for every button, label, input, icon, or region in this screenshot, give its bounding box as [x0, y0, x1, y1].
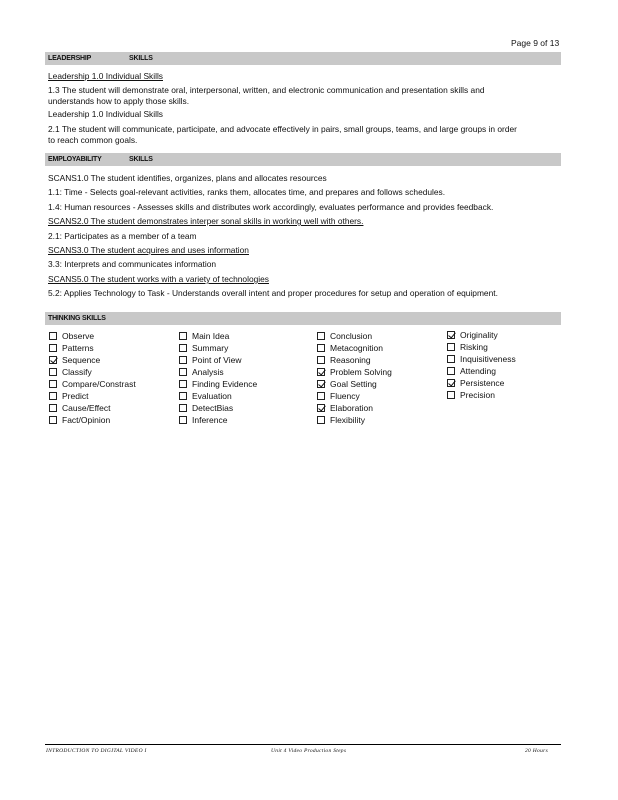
skill-originality-checkbox[interactable] — [447, 331, 455, 339]
employability-line-9: 5.2: Applies Technology to Task - Understands overall intent and proper procedures for setup and operation of equipment. — [48, 288, 498, 298]
skill-reasoning-label: Reasoning — [330, 355, 371, 365]
skill-problem-solving-checkbox[interactable] — [317, 368, 325, 376]
skill-goal-setting — [317, 378, 392, 390]
skill-reasoning — [317, 354, 392, 366]
skill-classify-label: Classify — [62, 367, 92, 377]
skill-observe-label: Observe — [62, 331, 95, 341]
skill-goal-setting-checkbox[interactable] — [317, 380, 325, 388]
skill-detectbias — [179, 402, 257, 414]
skill-main-idea-checkbox[interactable] — [179, 332, 187, 340]
employability-line-7: 3.3: Interprets and communicates information — [48, 259, 217, 269]
skill-flexibility-checkbox[interactable] — [317, 416, 325, 424]
skill-risking-checkbox[interactable] — [447, 343, 455, 351]
leadership-line-2: 1.3 The student will demonstrate oral, interpersonal, written, and electronic communication and presentation skills and — [48, 85, 485, 95]
skill-analysis-label: Analysis — [192, 367, 224, 377]
leadership-line-3: understands how to apply those skills. — [48, 96, 190, 106]
leadership-line-6: to reach common goals. — [48, 135, 138, 145]
skill-problem-solving — [317, 366, 392, 378]
skill-inference-label: Inference — [192, 415, 228, 425]
leadership-line-5: 2.1 The student will communicate, participate, and advocate effectively in pairs, small groups, teams, and large groups in order — [48, 124, 517, 134]
skill-fluency-checkbox[interactable] — [317, 392, 325, 400]
footer-divider — [45, 744, 561, 745]
skill-fact-opinion — [49, 414, 136, 426]
skill-compare-constrast-label: Compare/Constrast — [62, 379, 136, 389]
skill-summary — [179, 342, 257, 354]
skill-precision-label: Precision — [460, 390, 495, 400]
thinking-skills-header — [45, 312, 561, 325]
skill-metacognition — [317, 342, 392, 354]
skill-fact-opinion-checkbox[interactable] — [49, 416, 57, 424]
skill-predict — [49, 390, 136, 402]
skill-persistence — [447, 377, 516, 389]
skill-elaboration-checkbox[interactable] — [317, 404, 325, 412]
skill-classify — [49, 366, 136, 378]
skill-attending-checkbox[interactable] — [447, 367, 455, 375]
thinking-skills-column-3 — [317, 330, 392, 426]
skill-detectbias-label: DetectBias — [192, 403, 234, 413]
thinking-skills-column-1 — [49, 330, 136, 426]
skill-inquisitiveness — [447, 353, 516, 365]
skill-point-of-view — [179, 354, 257, 366]
skill-metacognition-label: Metacognition — [330, 343, 383, 353]
skill-problem-solving-label: Problem Solving — [330, 367, 392, 377]
skill-evaluation — [179, 390, 257, 402]
skill-fluency-label: Fluency — [330, 391, 360, 401]
page-number: Page 9 of 13 — [511, 38, 560, 48]
skill-elaboration — [317, 402, 392, 414]
skill-finding-evidence-label: Finding Evidence — [192, 379, 258, 389]
employability-line-5: 2.1: Participates as a member of a team — [48, 231, 197, 241]
employability-line-3: 1.4: Human resources - Assesses skills and distributes work accordingly, evaluates performance and provides feedback. — [48, 202, 494, 212]
skill-analysis — [179, 366, 257, 378]
skill-goal-setting-label: Goal Setting — [330, 379, 377, 389]
footer-unit: Unit 4 Video Production Steps — [271, 748, 347, 754]
skill-flexibility-label: Flexibility — [330, 415, 365, 425]
skill-inquisitiveness-label: Inquisitiveness — [460, 354, 516, 364]
skill-summary-checkbox[interactable] — [179, 344, 187, 352]
skill-evaluation-checkbox[interactable] — [179, 392, 187, 400]
skill-sequence — [49, 354, 136, 366]
skill-main-idea-label: Main Idea — [192, 331, 230, 341]
skill-evaluation-label: Evaluation — [192, 391, 232, 401]
skill-finding-evidence — [179, 378, 257, 390]
skill-originality-label: Originality — [460, 330, 498, 340]
employability-line-2: 1.1: Time - Selects goal-relevant activities, ranks them, allocates time, and prepares and follows schedules. — [48, 187, 446, 197]
skill-originality — [447, 329, 516, 341]
skill-point-of-view-checkbox[interactable] — [179, 356, 187, 364]
footer-course-title: INTRODUCTION TO DIGITAL VIDEO I — [46, 748, 147, 754]
skill-observe-checkbox[interactable] — [49, 332, 57, 340]
leadership-header-skills: SKILLS — [129, 55, 153, 62]
skill-persistence-label: Persistence — [460, 378, 505, 388]
skill-detectbias-checkbox[interactable] — [179, 404, 187, 412]
thinking-skills-column-2 — [179, 330, 257, 426]
skill-cause-effect — [49, 402, 136, 414]
employability-header-skills: SKILLS — [129, 156, 153, 163]
skill-main-idea — [179, 330, 257, 342]
skill-risking-label: Risking — [460, 342, 488, 352]
leadership-line-1: Leadership 1.0 Individual Skills — [48, 71, 163, 81]
thinking-skills-column-4 — [447, 329, 516, 401]
skill-persistence-checkbox[interactable] — [447, 379, 455, 387]
employability-line-1: SCANS1.0 The student identifies, organizes, plans and allocates resources — [48, 173, 327, 183]
skill-attending-label: Attending — [460, 366, 496, 376]
skill-sequence-label: Sequence — [62, 355, 101, 365]
skill-sequence-checkbox[interactable] — [49, 356, 57, 364]
employability-skills-header — [45, 153, 561, 166]
skill-point-of-view-label: Point of View — [192, 355, 242, 365]
skill-fluency — [317, 390, 392, 402]
skill-compare-constrast-checkbox[interactable] — [49, 380, 57, 388]
thinking-header-label: THINKING SKILLS — [48, 315, 106, 322]
skill-conclusion-label: Conclusion — [330, 331, 373, 341]
skill-metacognition-checkbox[interactable] — [317, 344, 325, 352]
skill-cause-effect-label: Cause/Effect — [62, 403, 111, 413]
skill-compare-constrast — [49, 378, 136, 390]
leadership-skills-header — [45, 52, 561, 65]
skill-patterns-checkbox[interactable] — [49, 344, 57, 352]
employability-header-label: EMPLOYABILITY — [48, 156, 102, 163]
skill-inference-checkbox[interactable] — [179, 416, 187, 424]
skill-elaboration-label: Elaboration — [330, 403, 374, 413]
footer-hours: 20 Hours — [525, 748, 549, 754]
skill-finding-evidence-checkbox[interactable] — [179, 380, 187, 388]
skill-observe — [49, 330, 136, 342]
employability-line-6: SCANS3.0 The student acquires and uses information — [48, 245, 249, 255]
skill-predict-checkbox[interactable] — [49, 392, 57, 400]
skill-attending — [447, 365, 516, 377]
skill-patterns — [49, 342, 136, 354]
skill-inquisitiveness-checkbox[interactable] — [447, 355, 455, 363]
skill-precision-checkbox[interactable] — [447, 391, 455, 399]
leadership-header-label: LEADERSHIP — [48, 55, 92, 62]
skill-predict-label: Predict — [62, 391, 89, 401]
employability-line-4: SCANS2.0 The student demonstrates interper sonal skills in working well with others. — [48, 216, 364, 226]
skill-reasoning-checkbox[interactable] — [317, 356, 325, 364]
skill-summary-label: Summary — [192, 343, 229, 353]
leadership-line-4: Leadership 1.0 Individual Skills — [48, 109, 163, 119]
skill-risking — [447, 341, 516, 353]
skill-flexibility — [317, 414, 392, 426]
employability-line-8: SCANS5.0 The student works with a variety of technologies — [48, 274, 269, 284]
skill-precision — [447, 389, 516, 401]
skill-inference — [179, 414, 257, 426]
skill-fact-opinion-label: Fact/Opinion — [62, 415, 111, 425]
skill-classify-checkbox[interactable] — [49, 368, 57, 376]
skill-analysis-checkbox[interactable] — [179, 368, 187, 376]
skill-conclusion-checkbox[interactable] — [317, 332, 325, 340]
skill-cause-effect-checkbox[interactable] — [49, 404, 57, 412]
skill-conclusion — [317, 330, 392, 342]
skill-patterns-label: Patterns — [62, 343, 94, 353]
